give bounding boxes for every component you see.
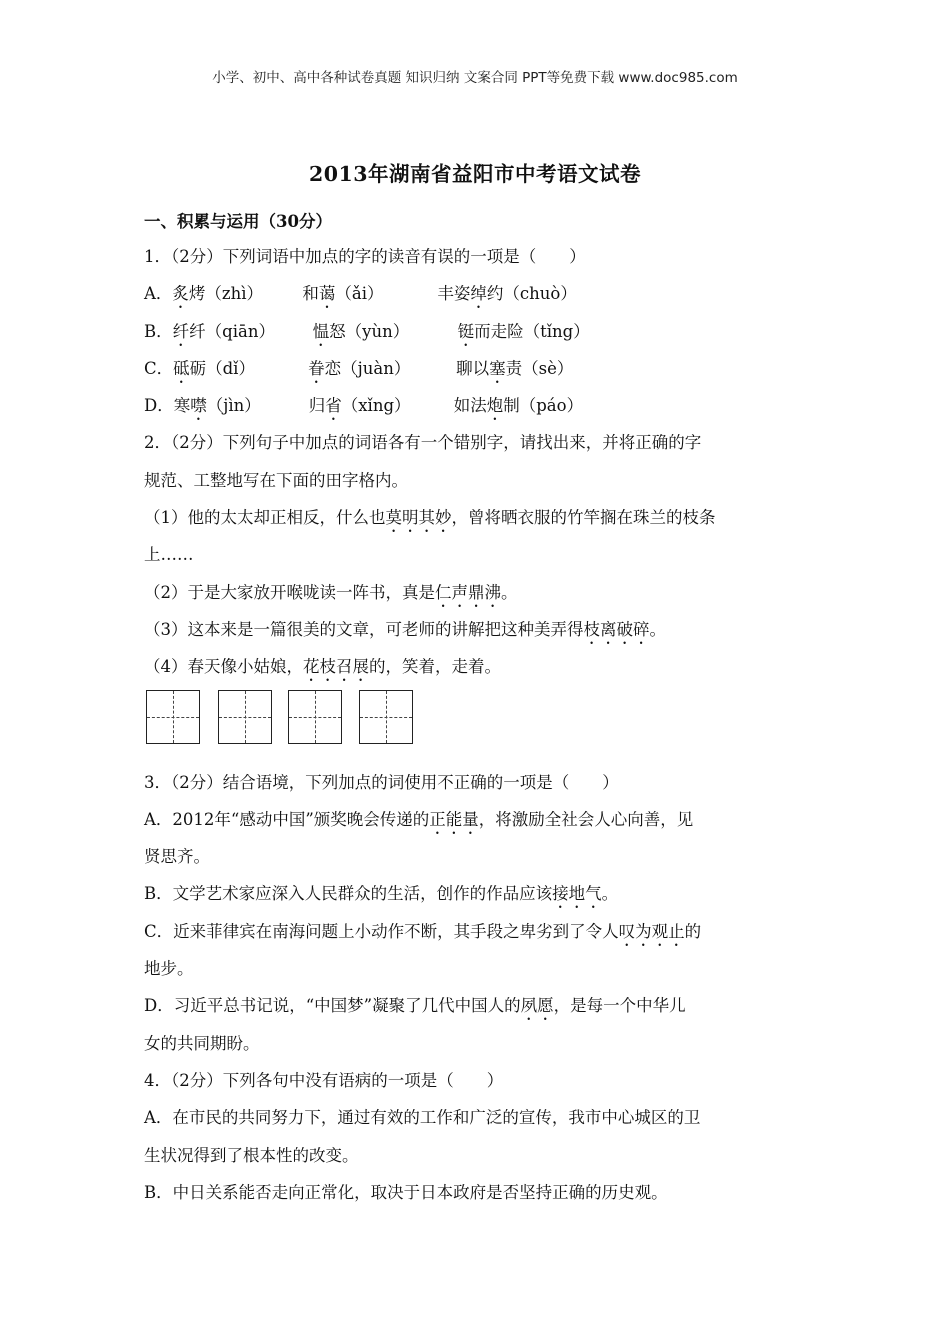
question-1-option-a (144, 275, 814, 312)
question-3-option-d: D．习近平总书记说，“中国梦”凝聚了几代中国人的夙愿，是每一个中华儿 (144, 996, 686, 1016)
question-3-option-a-cont: 贤思齐。 (144, 847, 210, 867)
question-1-option-b (144, 313, 814, 350)
question-3-option-d-cont: 女的共同期盼。 (144, 1033, 260, 1053)
question-2-stem-cont: 规范、工整地写在下面的田字格内。 (144, 470, 408, 490)
question-3-option-c: C．近来菲律宾在南海问题上小动作不断，其手段之卑劣到了令人叹为观止的 (144, 921, 702, 941)
option-item: 炙烤（zhì） (172, 284, 264, 304)
question-4-stem: 4．（2分）下列各句中没有语病的一项是（ ） (144, 1070, 504, 1090)
option-item: 纤纤（qiān） (172, 321, 275, 341)
option-letter: C． (144, 358, 174, 378)
question-2-sentence-1-cont: 上…… (144, 545, 194, 565)
question-2-stem: 2．（2分）下列句子中加点的词语各有一个错别字，请找出来，并将正确的字 (144, 433, 702, 453)
tianzige-cell[interactable] (288, 690, 342, 744)
option-letter: B． (144, 321, 173, 341)
option-item: 和蔼（ǎi） (302, 284, 384, 304)
page-header: 小学、初中、高中各种试卷真题 知识归纳 文案合同 PPT等免费下载 www.doc985.com (212, 70, 738, 86)
question-2-sentence-4: （4）春天像小姑娘，花枝召展的，笑着，走着。 (144, 657, 501, 677)
tianzige-cell[interactable] (146, 690, 200, 744)
section-heading: 一、积累与运用（30分） (144, 212, 332, 231)
tianzige-grid (144, 690, 814, 752)
question-2-sentence-1: （1）他的太太却正相反，什么也莫明其妙，曾将晒衣服的竹竿搁在珠兰的枝条 (144, 508, 716, 528)
tianzige-cell[interactable] (218, 690, 272, 744)
question-1-stem: 1．（2分）下列词语中加点的字的读音有误的一项是（ ） (144, 247, 586, 266)
question-1-option-c (144, 350, 814, 387)
option-letter: A． (144, 284, 173, 304)
option-item: 聊以塞责（sè） (456, 358, 574, 378)
option-item: 砥砺（dǐ） (173, 358, 255, 378)
question-2-sentence-2: （2）于是大家放开喉咙读一阵书，真是仁声鼎沸。 (144, 582, 518, 602)
question-3-option-a: A．2012年“感动中国”颁奖晚会传递的正能量，将激励全社会人心向善，见 (144, 809, 694, 829)
option-item: 眷恋（juàn） (308, 358, 411, 378)
option-item: 归省（xǐng） (308, 396, 411, 416)
question-1-option-d (144, 387, 814, 424)
option-item: 铤而走险（tǐng） (457, 321, 590, 341)
option-item: 丰姿绰约（chuò） (437, 284, 577, 304)
option-item: 如法炮制（páo） (453, 396, 584, 416)
option-item: 寒噤（jìn） (173, 396, 261, 416)
question-4-option-a-cont: 生状况得到了根本性的改变。 (144, 1145, 359, 1165)
option-letter: D． (144, 396, 174, 416)
option-item: 愠怒（yùn） (312, 321, 410, 341)
exam-content (144, 205, 814, 1211)
question-3-option-c-cont: 地步。 (144, 959, 194, 979)
question-3-option-b: B．文学艺术家应深入人民群众的生活，创作的作品应该接地气。 (144, 884, 619, 904)
question-4-option-a: A．在市民的共同努力下，通过有效的工作和广泛的宣传，我市中心城区的卫 (144, 1108, 701, 1128)
tianzige-cell[interactable] (359, 690, 413, 744)
question-3-stem: 3．（2分）结合语境，下列加点的词使用不正确的一项是（ ） (144, 772, 619, 792)
question-2-sentence-3: （3）这本来是一篇很美的文章，可老师的讲解把这种美弄得枝离破碎。 (144, 619, 666, 639)
question-4-option-b: B．中日关系能否走向正常化，取决于日本政府是否坚持正确的历史观。 (144, 1182, 668, 1202)
page-title: 2013年湖南省益阳市中考语文试卷 (308, 162, 642, 186)
